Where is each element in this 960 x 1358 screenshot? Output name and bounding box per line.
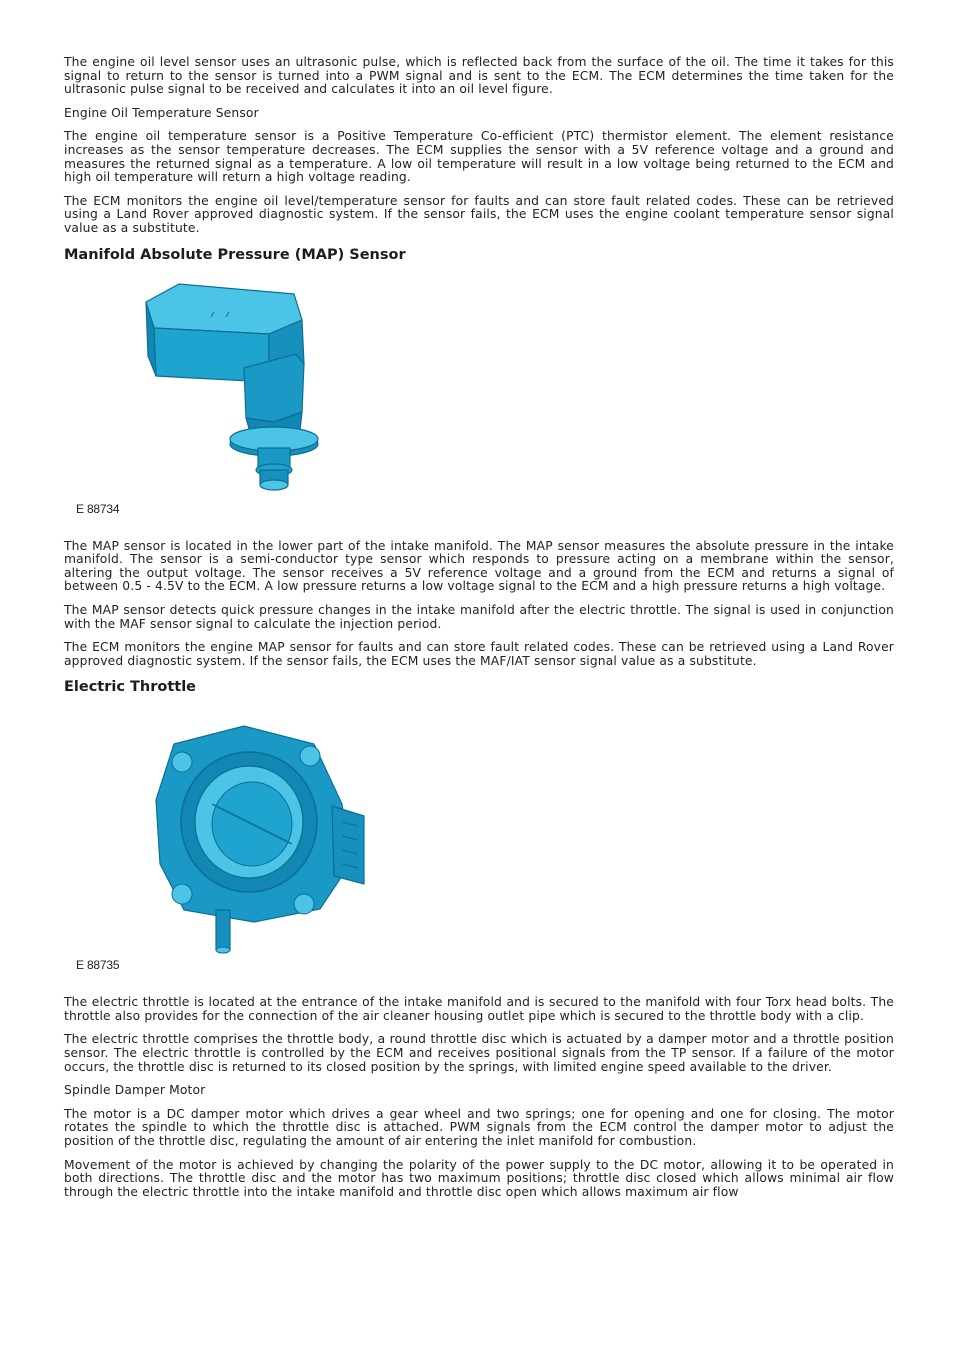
document-page xyxy=(64,56,894,1209)
figure-label-map-sensor: E 88734 xyxy=(76,501,120,516)
paragraph-throttle-location: The electric throttle is located at the entrance of the intake manifold and is secured to the manifold with four Torx head bolts. The throttle also provides for the connection of the air cleaner housing outlet pipe which is secured to the throttle body with a clip. xyxy=(64,995,894,1023)
paragraph-map-monitoring: The ECM monitors the engine MAP sensor for faults and can store fault related codes. These can be retrieved using a Land Rover approved diagnostic system. If the sensor fails, the ECM uses the MAF/IAT sensor signal value as a substitute. xyxy=(64,640,894,668)
paragraph-oil-temperature: The engine oil temperature sensor is a Positive Temperature Co-efficient (PTC) thermistor element. The element resistance increases as the sensor temperature decreases. The ECM supplies the sensor with a 5V reference voltage and a ground and measures the returned signal as a temperature. A low oil temperature will result in a low voltage being returned to the ECM and high oil temperature will return a high voltage reading. xyxy=(64,129,894,185)
map-sensor-illustration xyxy=(64,272,364,512)
paragraph-motor-movement: Movement of the motor is achieved by changing the polarity of the power supply to the DC motor, allowing it to be operated in both directions. The throttle disc and the motor has two maximum positions; throttle disc closed which allows minimal air flow through the electric throttle into the intake manifold and throttle disc open which allows maximum air flow xyxy=(64,1157,894,1199)
paragraph-throttle-components: The electric throttle comprises the throttle body, a round throttle disc which is actuated by a damper motor and a throttle position sensor. The electric throttle is controlled by the ECM and receives positional signals from the TP sensor. If a failure of the motor occurs, the throttle disc is returned to its closed position by the springs, with limited engine speed available to the driver. xyxy=(64,1032,894,1074)
paragraph-oil-monitoring: The ECM monitors the engine oil level/temperature sensor for faults and can store fault related codes. These can be retrieved using a Land Rover approved diagnostic system. If the sensor fails, the ECM uses the engine coolant temperature sensor signal value as a substitute. xyxy=(64,193,894,235)
paragraph-map-location: The MAP sensor is located in the lower part of the intake manifold. The MAP sensor measures the absolute pressure in the intake manifold. The sensor is a semi-conductor type sensor which responds to pressure acting on a membrane within the sensor, altering the output voltage. The sensor receives a 5V reference voltage and a ground from the ECM and returns a signal of between 0.5 - 4.5V to the ECM. A low pressure returns a low voltage signal to the ECM and a high pressure returns a high voltage. xyxy=(64,538,894,594)
subheading-spindle-damper-motor: Spindle Damper Motor xyxy=(64,1083,206,1098)
figure-map-sensor xyxy=(64,272,894,516)
electric-throttle-illustration xyxy=(64,704,384,964)
subheading-oil-temperature-sensor: Engine Oil Temperature Sensor xyxy=(64,105,259,120)
figure-label-electric-throttle: E 88735 xyxy=(76,958,120,973)
paragraph-damper-motor: The motor is a DC damper motor which drives a gear wheel and two springs; one for opening and one for closing. The motor rotates the spindle to which the throttle disc is attached. PWM signals from the ECM control the damper motor to adjust the position of the throttle disc, regulating the amount of air entering the inlet manifold for combustion. xyxy=(64,1106,894,1149)
paragraph-oil-level: The engine oil level sensor uses an ultrasonic pulse, which is reflected back from the surface of the oil. The time it takes for this signal to return to the sensor is turned into a PWM signal and is sent to the ECM. The ECM determines the time taken for the ultrasonic pulse signal to be received and calculates it into an oil level figure. xyxy=(64,55,894,97)
paragraph-map-detection: The MAP sensor detects quick pressure changes in the intake manifold after the electric throttle. The signal is used in conjunction with the MAF sensor signal to calculate the injection period. xyxy=(64,602,894,631)
heading-electric-throttle: Electric Throttle xyxy=(64,679,196,696)
figure-electric-throttle xyxy=(64,704,894,972)
heading-map-sensor: Manifold Absolute Pressure (MAP) Sensor xyxy=(64,246,406,263)
